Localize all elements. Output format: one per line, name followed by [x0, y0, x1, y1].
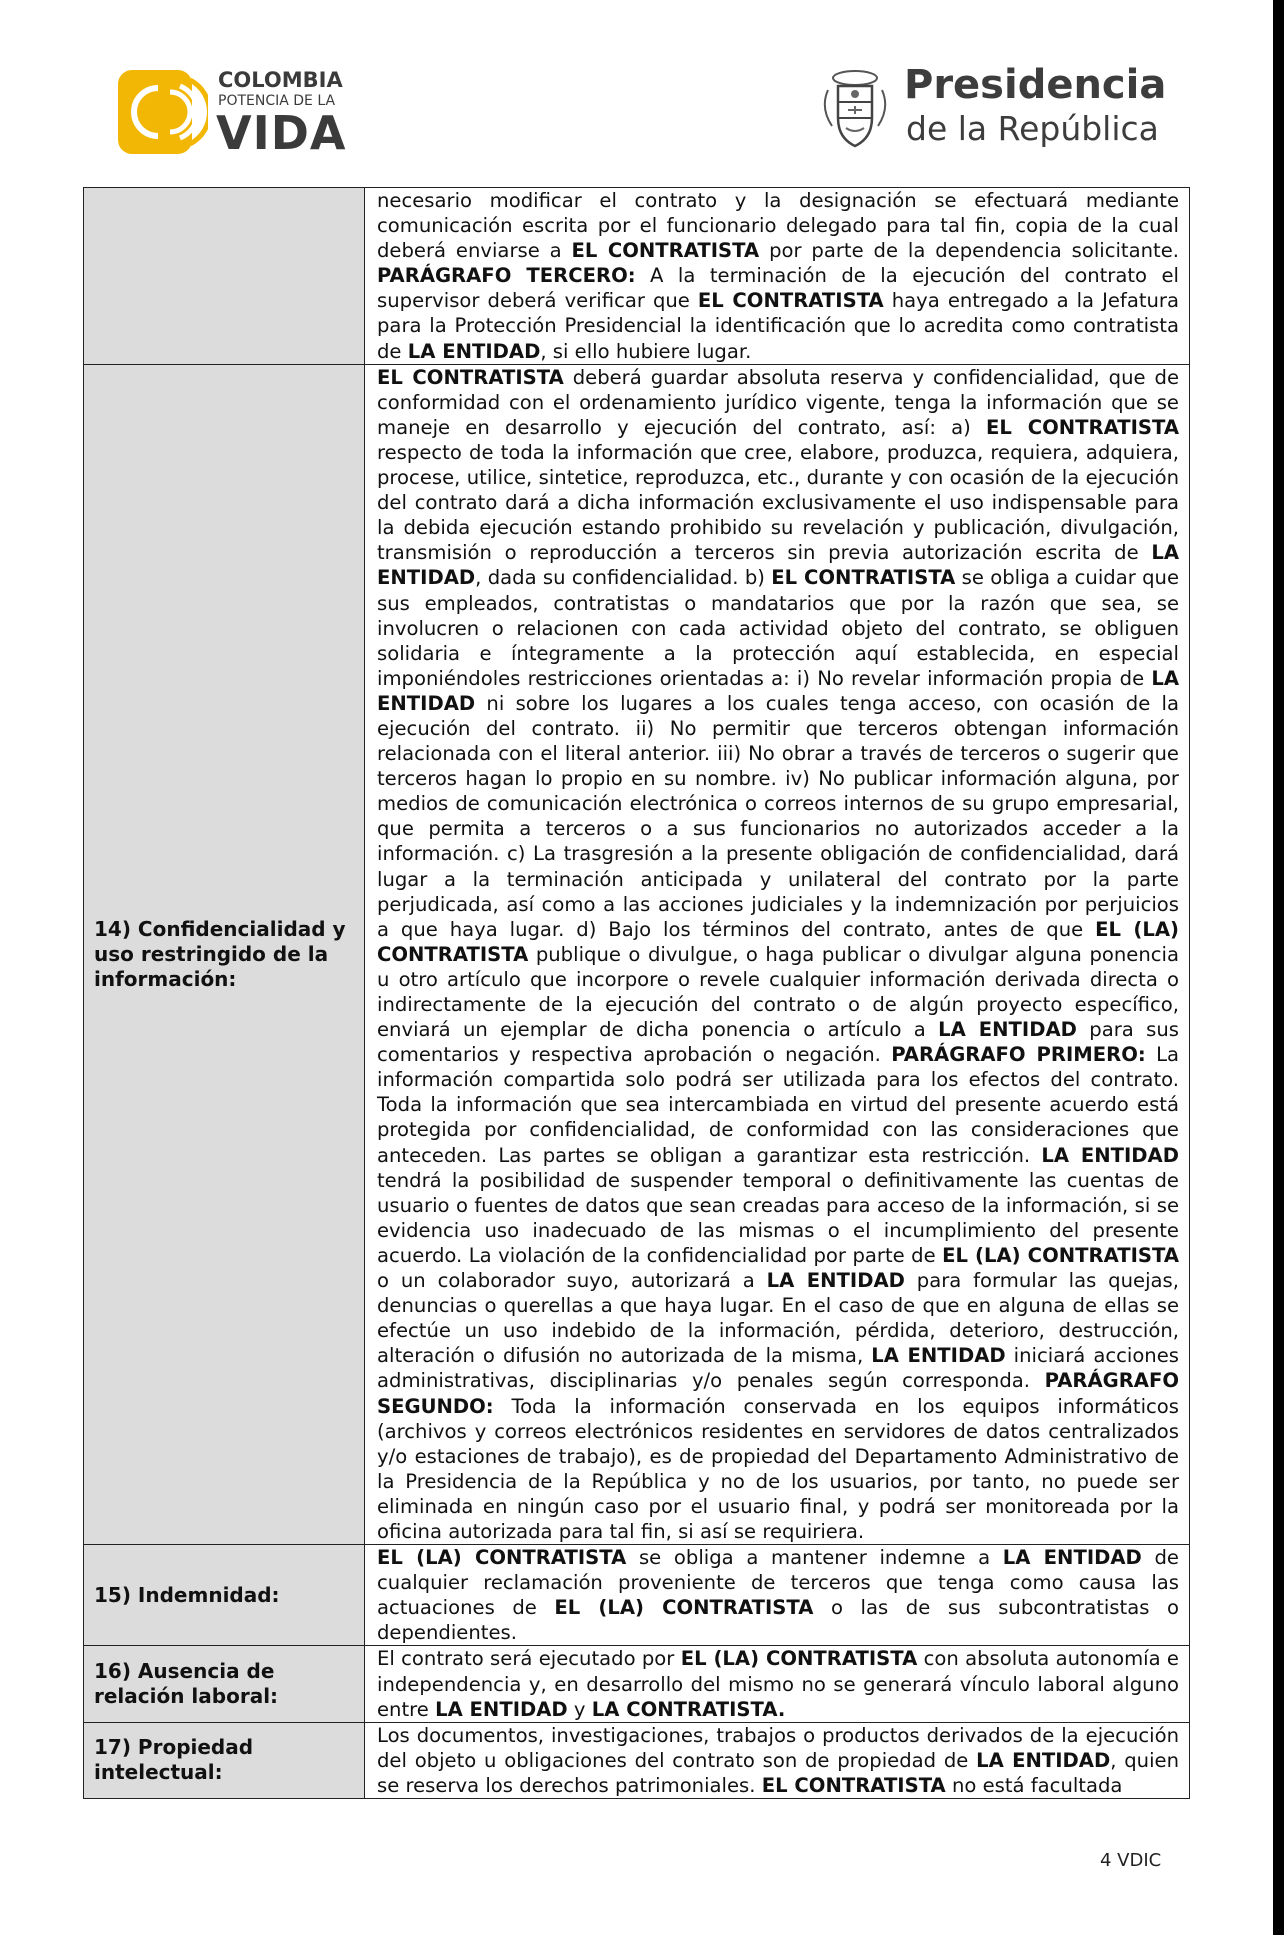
text-run: haya entregado a la Jefatura para la Protección Presidencial la identificación que lo acredita como contratista de: [377, 289, 1179, 363]
bold-term: LA ENTIDAD: [766, 1269, 905, 1293]
clause-paragraph: [377, 1545, 1179, 1645]
text-run: para sus comentarios y respectiva aprobación o negación.: [377, 1018, 1179, 1067]
clause-text: [365, 188, 1190, 365]
page-number: 4 VDIC: [1100, 1850, 1162, 1871]
text-run: A la terminación de la ejecución del contrato el supervisor deberá verificar que: [377, 264, 1179, 313]
bold-term: EL (LA) CONTRATISTA: [942, 1243, 1179, 1267]
clause-text: [365, 1722, 1190, 1798]
bold-term: LA ENTIDAD: [938, 1018, 1077, 1042]
bold-term: LA ENTIDAD: [407, 339, 541, 363]
text-run: para formular las quejas, denuncias o querellas a que haya lugar. En el caso de que en alguna de ellas se efectúe un uso indebido de la información, pérdida, deterioro, destrucción, alteración o difusión no autorizada de la misma,: [377, 1269, 1179, 1368]
clause-label: 17) Propiedad intelectual:: [84, 1722, 365, 1798]
document-header: [0, 0, 1273, 185]
bold-term: PARÁGRAFO TERCERO:: [377, 264, 636, 288]
text-run: Toda la información conservada en los equipos informáticos (archivos y correos electrónicos residentes en servidores de datos centralizados y/o estaciones de trabajo), es de propiedad del Departamento Administrativo de la Presidencia de la República y no de los usuarios, por tanto, no puede ser eliminada en ningún caso por el usuario final, y podrá ser monitoreada por la oficina autorizada para tal fin, si así se requiriera.: [377, 1394, 1179, 1543]
bold-term: LA ENTIDAD: [1002, 1546, 1142, 1570]
text-run: iniciará acciones administrativas, disciplinarias y/o penales según corresponda.: [377, 1344, 1179, 1393]
logo-line-potencia: POTENCIA DE LA: [218, 93, 336, 109]
clause-paragraph: [377, 1646, 1179, 1721]
clause-label: [84, 188, 365, 365]
clause-paragraph: [377, 365, 1179, 1544]
text-run: , quien se reserva los derechos patrimoniales.: [377, 1748, 1180, 1797]
bold-term: EL CONTRATISTA: [377, 365, 564, 389]
clause-text: [365, 1545, 1190, 1646]
text-run: necesario modificar el contrato y la designación se efectuará mediante comunicación escrita por el funcionario delegado para tal fin, copia de la cual deberá enviarse a: [377, 189, 1179, 263]
text-run: no está facultada: [945, 1773, 1123, 1797]
clause-row: [84, 364, 1190, 1544]
logo-line-presidencia: Presidencia: [904, 62, 1167, 108]
text-run: de cualquier reclamación proveniente de terceros que tenga como causa las actuaciones de: [377, 1546, 1179, 1620]
bold-term: EL CONTRATISTA: [761, 1773, 946, 1797]
text-run: o un colaborador suyo, autorizará a: [377, 1269, 767, 1293]
text-run: tendrá la posibilidad de suspender temporal o definitivamente las cuentas de usuario o fuentes de datos que sean creadas para acceso de la información, si se evidencia uso inadecuado de las mismas o el incumplimiento del presente acuerdo. La violación de la confidencialidad por parte de: [377, 1168, 1179, 1267]
text-run: El contrato será ejecutado por: [377, 1647, 681, 1671]
bold-term: LA ENTIDAD: [435, 1697, 568, 1721]
text-run: , si ello hubiere lugar.: [540, 339, 752, 363]
text-run: se obliga a cuidar que sus empleados, contratistas o mandatarios que por la razón que sea, se involucren o relacionen con cada actividad objeto del contrato, se obliguen solidaria e íntegramente a la protección aquí establecida, en especial imponiéndoles restricciones orientadas a: i) No revelar información propia de: [377, 566, 1180, 690]
text-run: deberá guardar absoluta reserva y confidencialidad, que de conformidad con el ordenamiento jurídico vigente, tenga la información que se maneje en desarrollo y ejecución del contrato, así: a): [377, 365, 1179, 439]
bold-term: LA ENTIDAD: [377, 541, 1179, 590]
bold-term: EL CONTRATISTA: [771, 566, 956, 590]
bold-term: EL CONTRATISTA: [571, 239, 760, 263]
page-edge-bar: [1273, 0, 1284, 1935]
bold-term: PARÁGRAFO PRIMERO:: [891, 1043, 1146, 1067]
bold-term: EL CONTRATISTA: [986, 415, 1179, 439]
coat-of-arms-icon: [818, 68, 892, 152]
clause-label: 16) Ausencia de relación laboral:: [84, 1646, 365, 1722]
clause-text: [365, 364, 1190, 1544]
vida-logo-icon: [118, 70, 208, 154]
text-run: con absoluta autonomía e independencia y, en desarrollo del mismo no se generará vínculo laboral alguno entre: [377, 1647, 1179, 1721]
bold-term: EL (LA) CONTRATISTA: [377, 1546, 627, 1570]
clause-row: [84, 1646, 1190, 1722]
bold-term: LA CONTRATISTA.: [591, 1697, 786, 1721]
clause-row: [84, 188, 1190, 365]
clause-row: [84, 1722, 1190, 1798]
bold-term: PARÁGRAFO SEGUNDO:: [377, 1369, 1179, 1418]
text-run: o las de sus subcontratistas o dependientes.: [377, 1596, 1179, 1645]
bold-term: LA ENTIDAD: [377, 666, 1179, 715]
clause-label: 15) Indemnidad:: [84, 1545, 365, 1646]
clause-text: [365, 1646, 1190, 1722]
clause-paragraph: [377, 188, 1179, 364]
text-run: La información compartida solo podrá ser utilizada para los efectos del contrato. Toda la información que sea intercambiada en virtud del presente acuerdo está protegida por confidencialidad, de conformidad con las consideraciones que anteceden. Las partes se obligan a garantizar esta restricción.: [377, 1043, 1180, 1167]
bold-term: EL (LA) CONTRATISTA: [554, 1596, 814, 1620]
text-run: Los documentos, investigaciones, trabajos o productos derivados de la ejecución del objeto u obligaciones del contrato son de propiedad de: [377, 1723, 1179, 1772]
logo-line-vida: VIDA: [216, 106, 347, 160]
clause-label: 14) Confidencialidad y uso restringido de la información:: [84, 364, 365, 1544]
text-run: por parte de la dependencia solicitante.: [759, 239, 1180, 263]
text-run: publique o divulgue, o haga publicar o divulgar alguna ponencia u otro artículo que incorpore o revele cualquier información derivada directa o indirectamente de la ejecución del contrato o de algún proyecto específico, enviará un ejemplar de dicha ponencia o artículo a: [377, 942, 1179, 1042]
bold-term: EL (LA) CONTRATISTA: [377, 917, 1179, 966]
clause-paragraph: [377, 1723, 1179, 1798]
bold-term: EL (LA) CONTRATISTA: [680, 1647, 918, 1671]
clause-row: [84, 1545, 1190, 1646]
text-run: y: [567, 1697, 592, 1721]
bold-term: LA ENTIDAD: [976, 1748, 1111, 1772]
bold-term: LA ENTIDAD: [1041, 1143, 1179, 1167]
presidencia-logo: [818, 62, 1178, 162]
logo-line-colombia: COLOMBIA: [218, 68, 343, 92]
text-run: ni sobre los lugares a los cuales tenga acceso, con ocasión de la ejecución del contrato. ii) No permitir que terceros obtengan información relacionada con el literal anterior. iii) No obrar a través de terceros o sugerir que terceros hagan lo propio en su nombre. iv) No publicar información alguna, por medios de comunicación electrónica o correos internos de su grupo empresarial, que permita a terceros o a sus funcionarios no autorizados acceder a la información. c) La trasgresión a la presente obligación de confidencialidad, dará lugar a la terminación anticipada y unilateral del contrato por la parte perjudicada, así como a las acciones judiciales y la indemnización por perjuicios a que haya lugar. d) Bajo los términos del contrato, antes de que: [377, 691, 1179, 941]
text-run: , dada su confidencialidad. b): [475, 566, 772, 590]
text-run: respecto de toda la información que cree, elabore, produzca, requiera, adquiera, procese, utilice, sintetice, reproduzca, etc., durante y con ocasión de la ejecución del contrato dará a dicha información exclusivamente el uso indispensable para la debida ejecución estando prohibido su revelación y publicación, divulgación, transmisión o reproducción a terceros sin previa autorización escrita de: [377, 440, 1179, 565]
contract-clauses-table: [83, 187, 1190, 1799]
text-run: se obliga a mantener indemne a: [626, 1546, 1003, 1570]
logo-line-republica: de la República: [906, 109, 1159, 148]
bold-term: EL CONTRATISTA: [697, 289, 884, 313]
bold-term: LA ENTIDAD: [871, 1344, 1006, 1368]
colombia-potencia-de-la-vida-logo: [118, 68, 348, 160]
